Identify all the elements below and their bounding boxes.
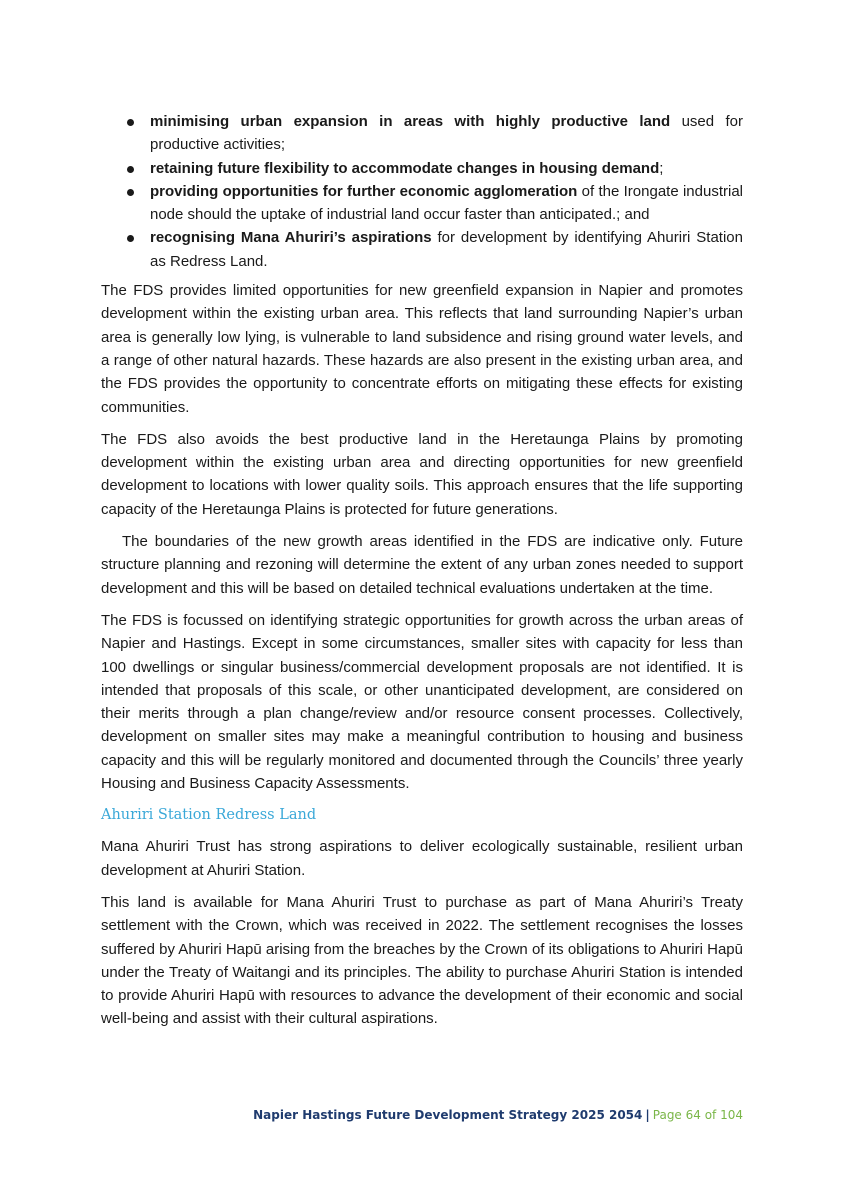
bullet-item [101, 157, 743, 180]
bullet-item [101, 110, 743, 157]
paragraph-treaty-settlement: This land is available for Mana Ahuriri Trust to purchase as part of Mana Ahuriri’s Treaty settlement with the Crown, which was received in 2022. The settlement recognises the losses suffered by Ahuriri Hapū arising from the breaches by the Crown of its obligations to Ahuriri Hapū under the Treaty of Waitangi and its principles. The ability to purchase Ahuriri Station is intended to provide Ahuriri Hapū with resources to advance the development of their economic and social well-being and assist with their cultural aspirations. [101, 893, 743, 1028]
paragraph-growth-boundaries: The boundaries of the new growth areas identified in the FDS are indicative only. Future structure planning and rezoning will determine the extent of any urban zones needed to support development and this will be based on detailed technical evaluations undertaken at the time. [101, 533, 743, 597]
bullet-icon [127, 166, 134, 173]
bullet-text: ; [659, 159, 664, 177]
bullet-text: for development by identifying Ahuriri Station as Redress Land. [150, 229, 743, 270]
footer-separator: | [645, 1108, 650, 1122]
paragraph-urban-expansion: The FDS provides limited opportunities for new greenfield expansion in Napier and promotes development within the existing urban area. This reflects that land surrounding Napier’s urban area is generally low lying, is vulnerable to land subsidence and rising ground water levels, and a range of other natural hazards. These hazards are also present in the existing urban area, and the FDS provides the opportunity to concentrate efforts on mitigating these effects for existing communities. [101, 282, 743, 416]
bullet-list [101, 110, 743, 273]
page-footer [253, 1108, 743, 1122]
paragraph-strategic-opportunities: The FDS is focussed on identifying strategic opportunities for growth across the urban areas of Napier and Hastings. Except in some circumstances, smaller sites with capacity for less than 100 dwellings or singular business/commercial development proposals are not identified. It is intended that proposals of this scale, or other unanticipated development, are considered on their merits through a plan change/review and/or resource consent processes. Collectively, development on smaller sites may make a meaningful contribution to housing and business capacity and this will be regularly monitored and documented through the Councils’ three yearly Housing and Business Capacity Assessments. [101, 611, 743, 793]
paragraph-mana-ahuriri-aspirations: Mana Ahuriri Trust has strong aspirations to deliver ecologically sustainable, resilient urban development at Ahuriri Station. [101, 838, 743, 879]
paragraph-productive-land: The FDS also avoids the best productive land in the Heretaunga Plains by promoting development within the existing urban area and directing opportunities for new greenfield development to locations with lower quality soils. This approach ensures that the life supporting capacity of the Heretaunga Plains is protected for future generations. [101, 430, 743, 518]
bullet-icon [127, 119, 134, 126]
bullet-bold-text: minimising urban expansion in areas with highly productive land [150, 113, 671, 130]
bullet-icon [127, 235, 134, 242]
bullet-bold-text: providing opportunities for further economic agglomeration [150, 182, 578, 200]
section-heading: Ahuriri Station Redress Land [101, 807, 317, 824]
bullet-item [101, 180, 743, 227]
page-content [101, 110, 743, 1040]
bullet-icon [127, 189, 134, 196]
page-number: Page 64 of 104 [652, 1108, 743, 1122]
bullet-bold-text: recognising Mana Ahuriri’s aspirations [150, 229, 432, 247]
bullet-text: of the Irongate industrial node should the uptake of industrial land occur faster than anticipated.; and [150, 182, 743, 224]
bullet-bold-text: retaining future flexibility to accommodate changes in housing demand [150, 159, 660, 177]
bullet-item [101, 226, 743, 273]
footer-title: Napier Hastings Future Development Strategy 2025 2054 [253, 1108, 643, 1122]
bullet-text: used for productive activities; [150, 113, 743, 154]
